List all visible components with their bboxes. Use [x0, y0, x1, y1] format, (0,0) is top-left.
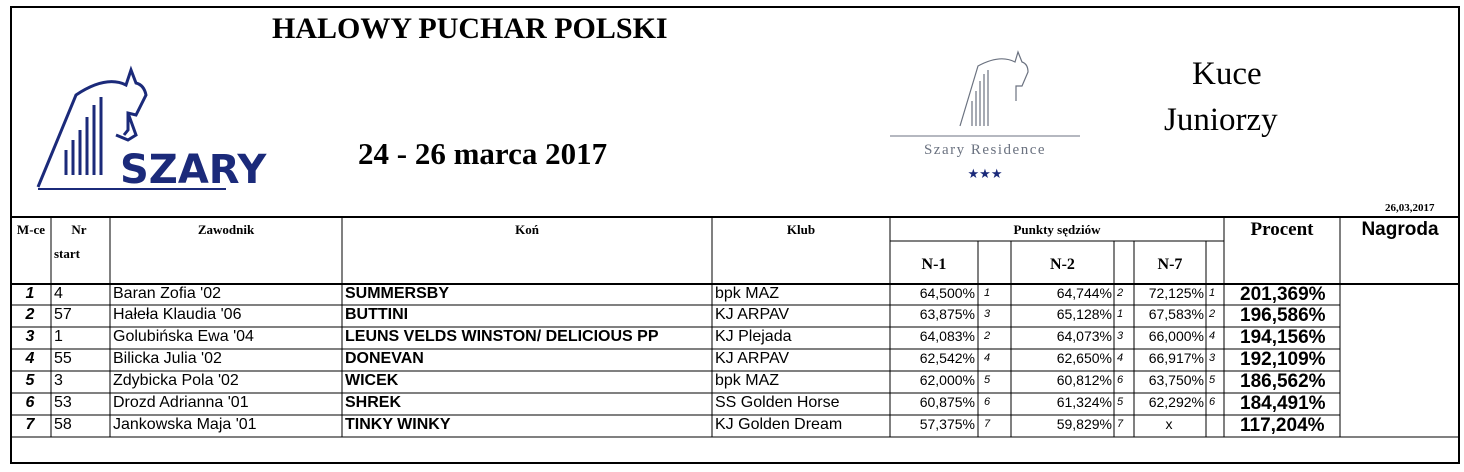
cell-n2-score: 64,073% [1056, 328, 1112, 344]
cell-place: 5 [25, 372, 35, 389]
col-header-club: Klub [786, 222, 816, 237]
cell-n1-score: 62,000% [919, 372, 975, 388]
cell-n1-score: 64,500% [919, 285, 975, 301]
cell-n1-rank: 4 [984, 352, 991, 364]
cell-club: KJ ARPAV [715, 306, 790, 323]
cell-n1-rank: 1 [984, 287, 991, 299]
cell-club: KJ ARPAV [715, 350, 790, 367]
cell-start-nr: 1 [54, 328, 63, 345]
cell-percent: 184,491% [1240, 393, 1326, 414]
cell-club: KJ Plejada [715, 328, 792, 345]
cell-n2-score: 65,128% [1056, 306, 1112, 322]
cell-horse: DONEVAN [345, 350, 424, 367]
cell-horse: SHREK [345, 394, 402, 411]
col-header-place: M-ce [16, 222, 46, 237]
cell-club: SS Golden Horse [715, 394, 840, 411]
cell-rider: Golubińska Ewa '04 [113, 328, 254, 345]
cell-n7-score: 66,000% [1148, 328, 1204, 344]
cell-start-nr: 53 [54, 394, 72, 411]
cell-n7-rank: 2 [1209, 308, 1216, 320]
competition-title: HALOWY PUCHAR POLSKI [272, 12, 668, 45]
cell-start-nr: 55 [54, 350, 72, 367]
cell-n2-rank: 3 [1117, 330, 1124, 342]
cell-n2-score: 61,324% [1056, 394, 1112, 410]
cell-place: 1 [25, 285, 35, 302]
cell-n2-score: 62,650% [1056, 350, 1112, 366]
szary-logo-text: SZARY [120, 147, 267, 193]
cell-n1-rank: 3 [984, 308, 991, 320]
cell-start-nr: 4 [54, 285, 63, 302]
cell-horse: SUMMERSBY [345, 285, 450, 302]
cell-n2-rank: 7 [1117, 418, 1124, 430]
cell-n2-rank: 1 [1117, 308, 1124, 320]
cell-place: 7 [25, 416, 35, 433]
cell-start-nr: 58 [54, 416, 72, 433]
category-age-group: Juniorzy [1164, 102, 1278, 138]
cell-horse: BUTTINI [345, 306, 409, 323]
cell-n7-score: x [1165, 416, 1173, 432]
col-header-n7: N-7 [1157, 256, 1183, 273]
cell-place: 2 [25, 306, 35, 323]
cell-horse: LEUNS VELDS WINSTON/ DELICIOUS PP [345, 328, 659, 345]
cell-rider: Drozd Adrianna '01 [113, 394, 249, 411]
cell-n7-rank: 6 [1209, 396, 1216, 408]
cell-percent: 186,562% [1240, 371, 1326, 392]
cell-n1-score: 64,083% [919, 328, 975, 344]
cell-rider: Hałeła Klaudia '06 [113, 306, 242, 323]
cell-n1-score: 63,875% [919, 306, 975, 322]
col-header-prize: Nagroda [1361, 219, 1439, 240]
col-header-n1: N-1 [921, 256, 947, 273]
cell-n1-rank: 2 [984, 330, 991, 342]
cell-n7-score: 63,750% [1148, 372, 1204, 388]
cell-percent: 196,586% [1240, 305, 1326, 326]
cell-n7-score: 72,125% [1148, 285, 1204, 301]
cell-n1-rank: 5 [984, 374, 991, 386]
cell-percent: 194,156% [1240, 327, 1326, 348]
cell-place: 4 [25, 350, 35, 367]
cell-n7-score: 67,583% [1148, 306, 1204, 322]
cell-place: 6 [25, 394, 35, 411]
cell-place: 3 [25, 328, 35, 345]
stars-icon: ★★★ [967, 167, 1003, 182]
document-date: 26,03,2017 [1385, 202, 1435, 214]
cell-start-nr: 3 [54, 372, 63, 389]
cell-n7-rank: 3 [1209, 352, 1216, 364]
szary-residence-text: Szary Residence [923, 142, 1047, 158]
cell-horse: WICEK [345, 372, 399, 389]
cell-n2-rank: 5 [1117, 396, 1124, 408]
cell-percent: 201,369% [1240, 284, 1326, 305]
cell-club: bpk MAZ [715, 285, 780, 302]
cell-n2-rank: 6 [1117, 374, 1124, 386]
cell-n1-score: 57,375% [919, 416, 975, 432]
cell-rider: Bilicka Julia '02 [113, 350, 222, 367]
col-header-n2: N-2 [1050, 256, 1075, 273]
cell-n1-rank: 7 [984, 418, 991, 430]
cell-horse: TINKY WINKY [345, 416, 451, 433]
cell-rider: Zdybicka Pola '02 [113, 372, 239, 389]
col-header-percent: Procent [1250, 219, 1314, 240]
cell-percent: 117,204% [1240, 415, 1325, 436]
cell-club: KJ Golden Dream [715, 416, 843, 433]
cell-n2-score: 64,744% [1056, 285, 1112, 301]
cell-rider: Baran Zofia '02 [113, 285, 222, 302]
cell-n7-rank: 1 [1209, 287, 1216, 299]
cell-percent: 192,109% [1240, 349, 1326, 370]
cell-n7-score: 66,917% [1148, 350, 1204, 366]
cell-rider: Jankowska Maja '01 [113, 416, 257, 433]
cell-n2-score: 60,812% [1056, 372, 1112, 388]
cell-start-nr: 57 [54, 306, 72, 323]
col-header-judges: Punkty sędziów [1013, 222, 1101, 237]
cell-n2-rank: 2 [1117, 287, 1124, 299]
cell-n1-score: 60,875% [919, 394, 975, 410]
col-header-rider: Zawodnik [197, 222, 255, 237]
cell-n7-rank: 4 [1209, 330, 1216, 342]
cell-club: bpk MAZ [715, 372, 780, 389]
category-class: Kuce [1192, 56, 1262, 92]
cell-n7-rank: 5 [1209, 374, 1216, 386]
cell-n7-score: 62,292% [1148, 394, 1204, 410]
cell-n2-rank: 4 [1117, 352, 1124, 364]
cell-n1-score: 62,542% [919, 350, 975, 366]
col-header-horse: Koń [515, 222, 539, 237]
col-header-start-nr-line2: start [54, 246, 80, 261]
cell-n2-score: 59,829% [1056, 416, 1112, 432]
col-header-start-nr: Nr [71, 222, 87, 237]
cell-n1-rank: 6 [984, 396, 991, 408]
competition-dates: 24 - 26 marca 2017 [358, 136, 608, 171]
